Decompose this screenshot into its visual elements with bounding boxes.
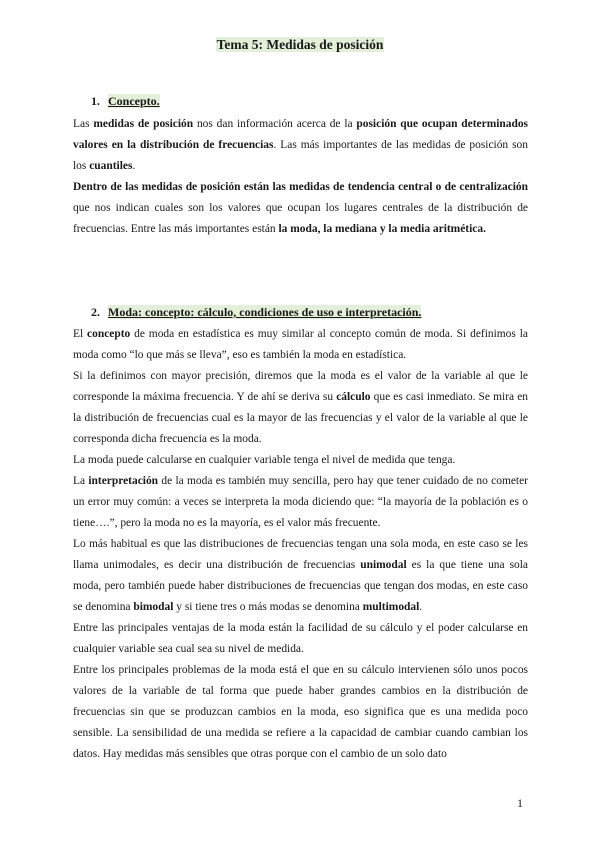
page-number: 1 — [517, 796, 523, 810]
bold-text: Dentro de las medidas de posición están las medidas de tendencia central o de centralización — [73, 181, 528, 193]
paragraph — [73, 114, 528, 177]
bold-text: medidas de posición — [93, 118, 194, 130]
text-run: que nos indican cuales son los valores que ocupan los lugares centrales de la distribución de frecuencias. Entre las más importantes están — [73, 202, 528, 235]
bold-text: interpretación — [88, 475, 159, 487]
text-run: . — [132, 160, 136, 172]
text-run: y si tiene tres o más modas se denomina — [173, 601, 363, 613]
bold-text: unimodal — [360, 559, 407, 571]
text-run: Entre las principales ventajas de la moda están la facilidad de su cálculo y el poder calcularse en cualquier variable sea cual sea su nivel de medida. — [73, 622, 528, 655]
text-run: El — [73, 328, 88, 340]
section-1-heading — [91, 94, 160, 109]
text-run: de moda en estadística es muy similar al concepto común de moda. Si definimos la moda como “lo que más se lleva”, eso es también la moda en estadística. — [73, 328, 528, 361]
section-2-heading-text: Moda: concepto: cálculo, condiciones de uso e interpretación. — [108, 305, 422, 319]
text-run: nos dan información acerca de la — [193, 118, 357, 130]
bold-text: concepto — [87, 328, 131, 340]
text-run: Entre los principales problemas de la moda está el que en su cálculo intervienen sólo unos pocos valores de la variable de tal forma que puede haber grandes cambios en la distribución de frecuencias sin que se produzcan cambios en la moda, eso significa que es una medida poco sensible. La sensibilidad de una medida se refiere a la capacidad de cambiar cuando cambian los datos. Hay medidas más sensibles que otras porque con el cambio de un solo dato — [73, 664, 528, 760]
section-2-number: 2. — [91, 305, 100, 319]
text-run: La moda puede calcularse en cualquier variable tenga el nivel de medida que tenga. — [73, 454, 456, 466]
section-2-heading — [91, 305, 421, 320]
bold-text: posición que ocupan determinados valores en la distribución de frecuencias — [73, 118, 529, 151]
section-1-number: 1. — [91, 94, 100, 108]
bold-text: multimodal — [362, 601, 420, 613]
bold-text: bimodal — [133, 601, 174, 613]
bold-text: la moda, la mediana y la media aritmética. — [278, 223, 486, 235]
text-run: de la moda es también muy sencilla, pero hay que tener cuidado de no cometer un error muy común: a veces se interpreta la moda diciendo que: “la mayoría de la población es o tiene….”, pero la moda no es la mayoría, es el valor más frecuente. — [73, 475, 528, 529]
section-2-body — [73, 324, 528, 765]
text-run: . — [419, 601, 423, 613]
text-run: es la que tiene una sola moda, pero también puede haber distribuciones de frecuencias que tengan dos modas, en este caso se denomina — [73, 559, 528, 613]
text-run: Las — [73, 118, 94, 130]
section-1-heading-text: Concepto. — [108, 94, 160, 108]
paragraph — [73, 471, 528, 534]
paragraph — [73, 450, 528, 471]
paragraph — [73, 366, 528, 450]
paragraph — [73, 660, 528, 765]
text-run: Si la definimos con mayor precisión, diremos que la moda es el valor de la variable al que le corresponde la máxima frecuencia. Y de ahí se deriva su — [73, 370, 528, 403]
paragraph — [73, 177, 528, 240]
text-run: que es casi inmediato. Se mira en la distribución de frecuencias cual es la mayor de las frecuencias y el valor de la variable al que le corresponda dicha frecuencia es la moda. — [73, 391, 528, 445]
text-run: La — [73, 475, 89, 487]
text-run: . Las más importantes de las medidas de posición son los — [73, 139, 528, 172]
paragraph — [73, 324, 528, 366]
section-1-body — [73, 114, 528, 240]
paragraph — [73, 534, 528, 618]
paragraph — [73, 618, 528, 660]
bold-text: cuantiles — [89, 160, 133, 172]
text-run: Lo más habitual es que las distribuciones de frecuencias tengan una sola moda, en este caso se les llama unimodales, es decir una distribución de frecuencias — [73, 538, 528, 571]
bold-text: cálculo — [336, 391, 371, 403]
document-title: Tema 5: Medidas de posición — [216, 37, 384, 52]
